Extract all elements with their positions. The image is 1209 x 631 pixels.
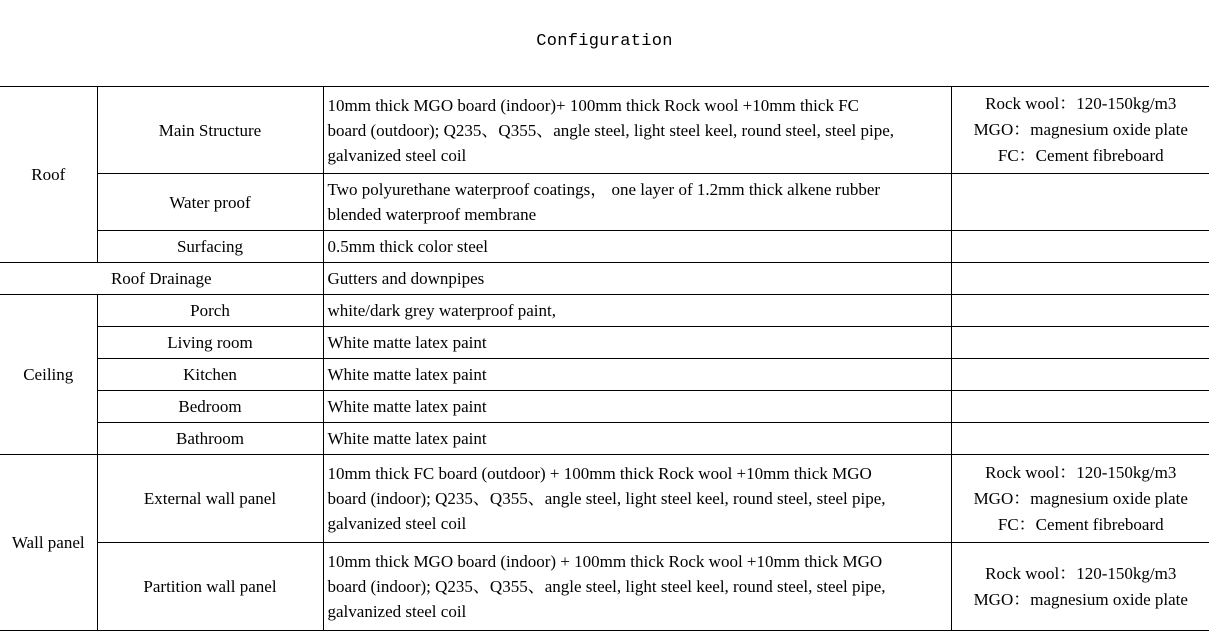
note-cell [951, 174, 1209, 231]
table-row [0, 87, 1209, 174]
description-line: blended waterproof membrane [328, 202, 947, 227]
note-line: Rock wool：120-150kg/m3 [952, 91, 1209, 117]
description-cell: white/dark grey waterproof paint, [323, 295, 951, 327]
description-cell: 0.5mm thick color steel [323, 231, 951, 263]
item-bedroom: Bedroom [97, 391, 323, 423]
note-cell [951, 295, 1209, 327]
table-row [0, 231, 1209, 263]
note-cell [951, 263, 1209, 295]
description-cell [323, 455, 951, 543]
item-surfacing: Surfacing [97, 231, 323, 263]
description-line: Two polyurethane waterproof coatings， one layer of 1.2mm thick alkene rubber [328, 177, 947, 202]
note-line: MGO：magnesium oxide plate [952, 587, 1209, 613]
note-line: FC：Cement fibreboard [952, 143, 1209, 169]
description-line: galvanized steel coil [328, 599, 947, 624]
description-line: galvanized steel coil [328, 511, 947, 536]
page-title: Configuration [0, 32, 1209, 51]
description-line: board (indoor); Q235、Q355、angle steel, light steel keel, round steel, steel pipe, [328, 486, 947, 511]
item-porch: Porch [97, 295, 323, 327]
description-line: 10mm thick MGO board (indoor) + 100mm thick Rock wool +10mm thick MGO [328, 549, 947, 574]
item-external-wall-panel: External wall panel [97, 455, 323, 543]
note-cell [951, 391, 1209, 423]
note-line: Rock wool：120-150kg/m3 [952, 460, 1209, 486]
category-ceiling: Ceiling [0, 295, 97, 455]
note-cell [951, 359, 1209, 391]
description-line: 10mm thick FC board (outdoor) + 100mm thick Rock wool +10mm thick MGO [328, 461, 947, 486]
description-line: board (outdoor); Q235、Q355、angle steel, light steel keel, round steel, steel pipe, [328, 118, 947, 143]
description-cell: White matte latex paint [323, 391, 951, 423]
description-cell [323, 174, 951, 231]
description-cell: White matte latex paint [323, 423, 951, 455]
item-water-proof: Water proof [97, 174, 323, 231]
table-row [0, 359, 1209, 391]
note-line: MGO：magnesium oxide plate [952, 117, 1209, 143]
item-main-structure: Main Structure [97, 87, 323, 174]
note-line: MGO：magnesium oxide plate [952, 486, 1209, 512]
table-row [0, 423, 1209, 455]
category-wall-panel: Wall panel [0, 455, 97, 631]
note-cell [951, 327, 1209, 359]
description-cell: White matte latex paint [323, 359, 951, 391]
description-cell: Gutters and downpipes [323, 263, 951, 295]
category-roof: Roof [0, 87, 97, 263]
note-cell [951, 455, 1209, 543]
description-cell [323, 543, 951, 631]
table-row [0, 263, 1209, 295]
note-cell [951, 423, 1209, 455]
note-line: FC：Cement fibreboard [952, 512, 1209, 538]
note-cell [951, 87, 1209, 174]
item-kitchen: Kitchen [97, 359, 323, 391]
item-bathroom: Bathroom [97, 423, 323, 455]
table-row [0, 543, 1209, 631]
table-row [0, 391, 1209, 423]
table-row [0, 455, 1209, 543]
description-line: galvanized steel coil [328, 143, 947, 168]
item-living-room: Living room [97, 327, 323, 359]
item-roof-drainage: Roof Drainage [0, 263, 323, 295]
table-row [0, 174, 1209, 231]
description-line: board (indoor); Q235、Q355、angle steel, light steel keel, round steel, steel pipe, [328, 574, 947, 599]
note-cell [951, 231, 1209, 263]
note-line: Rock wool：120-150kg/m3 [952, 561, 1209, 587]
description-cell: White matte latex paint [323, 327, 951, 359]
configuration-table [0, 86, 1209, 631]
item-partition-wall-panel: Partition wall panel [97, 543, 323, 631]
description-line: 10mm thick MGO board (indoor)+ 100mm thick Rock wool +10mm thick FC [328, 93, 947, 118]
table-row [0, 295, 1209, 327]
table-row [0, 327, 1209, 359]
description-cell [323, 87, 951, 174]
note-cell [951, 543, 1209, 631]
